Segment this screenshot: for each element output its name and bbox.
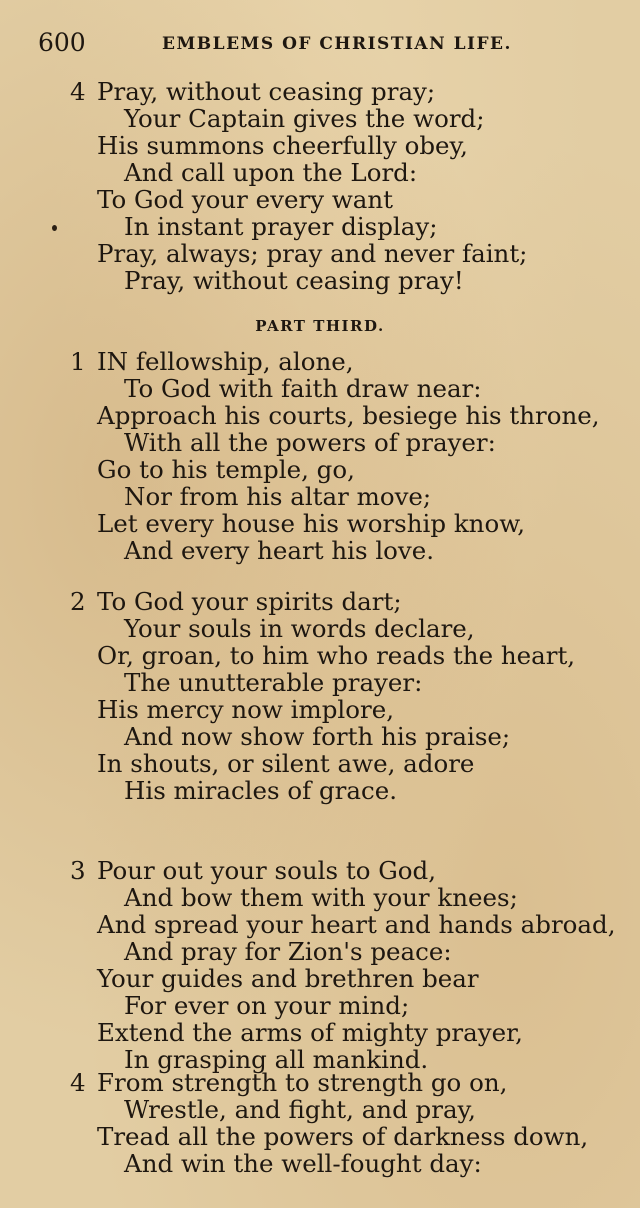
verse-line: To God your every want xyxy=(97,185,394,214)
verse-line: Extend the arms of mighty prayer, xyxy=(97,1018,523,1047)
verse-line: Pray, without ceasing pray! xyxy=(124,266,464,295)
verse-line: His summons cheerfully obey, xyxy=(97,131,468,160)
verse-line: The unutterable prayer: xyxy=(124,668,423,697)
verse-line: Tread all the powers of darkness down, xyxy=(97,1122,589,1151)
section-heading: PART THIRD. xyxy=(255,317,385,335)
verse-line: To God your spirits dart; xyxy=(97,587,402,616)
verse-line: And every heart his love. xyxy=(124,536,435,565)
verse-line: Go to his temple, go, xyxy=(97,455,355,484)
verse-line: Pray, without ceasing pray; xyxy=(97,77,436,106)
stanza-number: 3 xyxy=(70,856,86,885)
verse-line: In shouts, or silent awe, adore xyxy=(97,749,475,778)
verse-line: Let every house his worship know, xyxy=(97,509,526,538)
stanza-number: 1 xyxy=(70,347,86,376)
stanza-number: 4 xyxy=(70,77,86,106)
verse-line: IN fellowship, alone, xyxy=(97,347,354,376)
verse-line: And bow them with your knees; xyxy=(124,883,518,912)
verse-line: Pour out your souls to God, xyxy=(97,856,437,885)
page-number: 600 xyxy=(38,28,86,57)
verse-line: His miracles of grace. xyxy=(124,776,397,805)
verse-line: And now show forth his praise; xyxy=(124,722,511,751)
verse-line: Nor from his altar move; xyxy=(124,482,432,511)
verse-line: Your Captain gives the word; xyxy=(124,104,485,133)
verse-line: To God with faith draw near: xyxy=(124,374,482,403)
verse-line: Approach his courts, besiege his throne, xyxy=(97,401,600,430)
running-title: EMBLEMS OF CHRISTIAN LIFE. xyxy=(162,34,512,54)
verse-line: And win the well-fought day: xyxy=(124,1149,482,1178)
verse-line: Your guides and brethren bear xyxy=(97,964,479,993)
stanza-number: 4 xyxy=(70,1068,86,1097)
verse-line: And spread your heart and hands abroad, xyxy=(97,910,616,939)
stanza-number: 2 xyxy=(70,587,86,616)
verse-line: His mercy now implore, xyxy=(97,695,394,724)
verse-line: Or, groan, to him who reads the heart, xyxy=(97,641,576,670)
verse-line: Pray, always; pray and never faint; xyxy=(97,239,528,268)
ink-mark xyxy=(52,225,57,231)
verse-line: In instant prayer display; xyxy=(124,212,438,241)
page-header xyxy=(0,28,640,58)
verse-line: In grasping all mankind. xyxy=(124,1045,429,1074)
verse-line: And pray for Zion's peace: xyxy=(124,937,452,966)
verse-line: Wrestle, and fight, and pray, xyxy=(124,1095,476,1124)
verse-line: From strength to strength go on, xyxy=(97,1068,508,1097)
verse-line: Your souls in words declare, xyxy=(124,614,475,643)
verse-line: For ever on your mind; xyxy=(124,991,410,1020)
verse-line: And call upon the Lord: xyxy=(124,158,418,187)
verse-line: With all the powers of prayer: xyxy=(124,428,496,457)
